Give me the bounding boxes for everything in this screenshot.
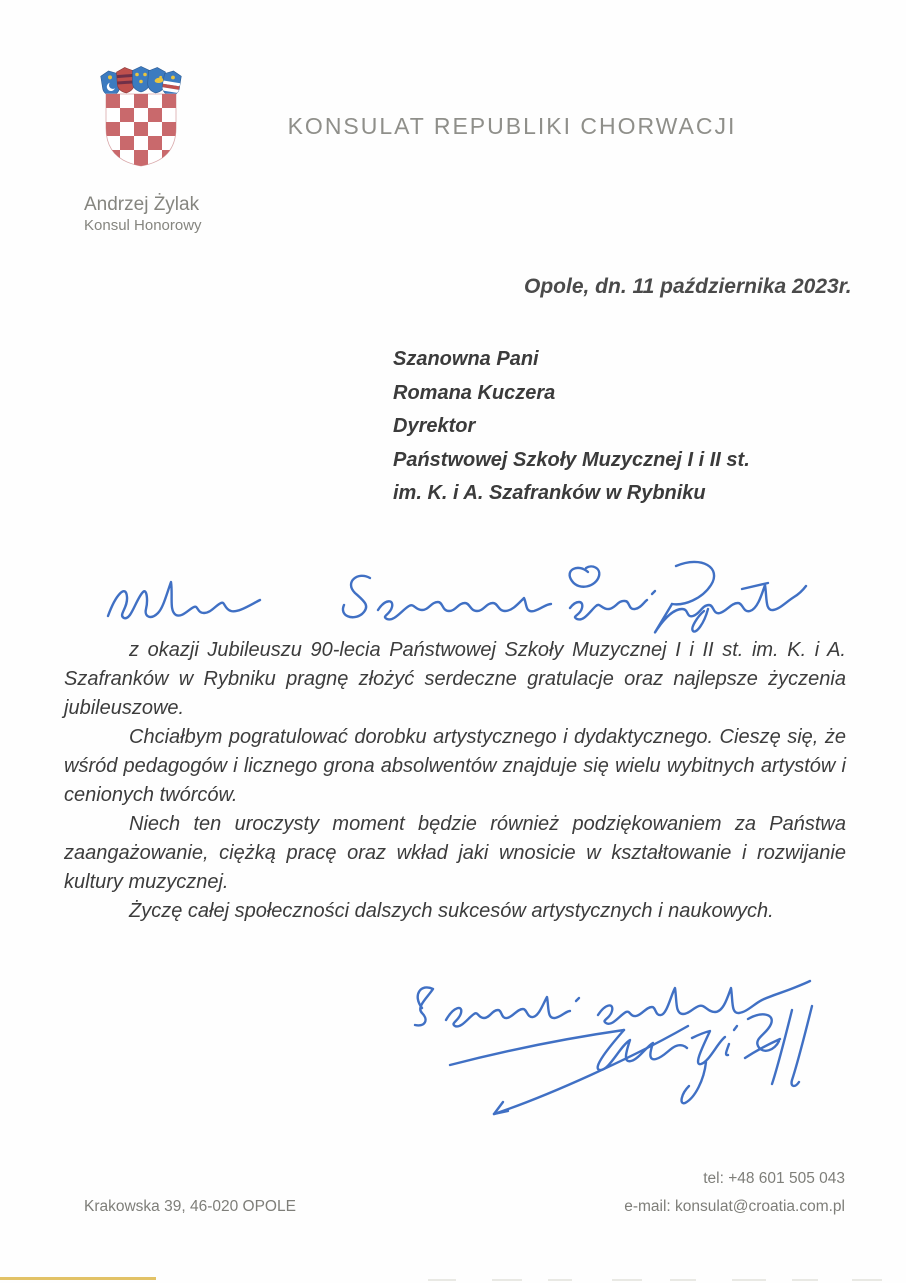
greeting-ink: [108, 562, 806, 632]
recipient-line: im. K. i A. Szafranków w Rybniku: [393, 482, 706, 505]
body-paragraph: z okazji Jubileuszu 90-lecia Państwowej Szkoły Muzycznej I i II st. im. K. i A. Szafranków w Rybniku pragnę złożyć serdeczne gratulacje oraz najlepsze życzenia jubileuszowe.: [64, 639, 846, 719]
recipient-line: Dyrektor: [393, 415, 476, 438]
scan-artifact-dash: [792, 1279, 818, 1281]
scan-artifact-dash: [670, 1279, 696, 1281]
recipient-line: Szanowna Pani: [393, 348, 539, 370]
sender-role: Konsul Honorowy: [84, 217, 202, 234]
scan-artifact-dash: [612, 1279, 642, 1281]
handwritten-greeting: [78, 554, 808, 640]
body-paragraph: Chciałbym pogratulować dorobku artystycznego i dydaktycznego. Cieszę się, że wśród pedagogów i licznego grona absolwentów znajduje się wielu wybitnych artystów i cenionych twórców.: [64, 726, 846, 806]
crown-shield-three-heads: [133, 67, 150, 93]
recipient-line: Państwowej Szkoły Muzycznej I i II st.: [393, 448, 750, 471]
body-paragraph: Niech ten uroczysty moment będzie również podziękowaniem za Państwa zaangażowanie, ciężką pracę oraz wkład jaki wnosicie w kształtowanie i rozwijanie kultury muzycznej.: [64, 813, 846, 893]
crown-shield-striped: [161, 70, 182, 98]
consulate-title: KONSULAT REPUBLIKI CHORWACJI: [287, 113, 737, 139]
scan-artifact-dash: [428, 1279, 456, 1281]
scan-artifact-dash: [548, 1279, 572, 1281]
recipient-line: Romana Kuczera: [393, 381, 556, 404]
footer-email: e-mail: konsulat@croatia.com.pl: [624, 1198, 845, 1215]
signature-ink: [415, 981, 812, 1114]
letter-body: [64, 636, 846, 926]
scan-artifact-dash: [852, 1279, 882, 1281]
body-paragraph: Życzę całej społeczności dalszych sukcesów artystycznych i naukowych.: [129, 900, 774, 922]
scan-artifact-yellow-line: [0, 1277, 156, 1280]
footer-address: Krakowska 39, 46-020 OPOLE: [84, 1198, 296, 1215]
footer-phone: tel: +48 601 505 043: [703, 1170, 845, 1187]
sender-name: Andrzej Żylak: [84, 194, 200, 215]
scan-artifact-dash: [492, 1279, 522, 1281]
scan-artifact-dash: [732, 1279, 766, 1281]
recipient-block: [393, 343, 750, 511]
handwritten-signature: [388, 962, 833, 1120]
date-line: Opole, dn. 11 października 2023r.: [524, 275, 852, 298]
